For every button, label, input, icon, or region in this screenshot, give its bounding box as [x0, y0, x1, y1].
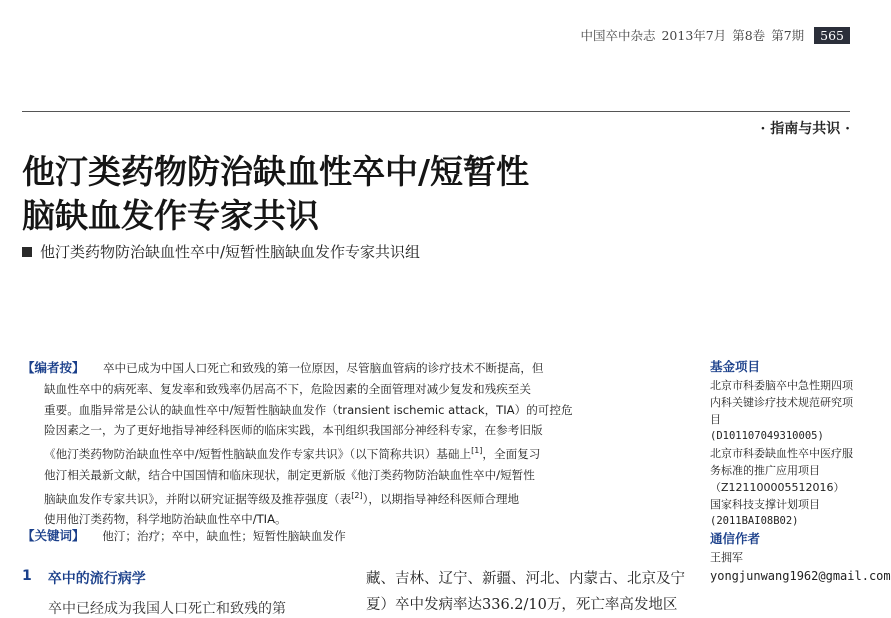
fund-item: 北京市科委脑卒中急性期四项内科关键诊疗技术规范研究项目 [710, 379, 853, 426]
fund-label: 基金项目 [710, 359, 761, 374]
journal-issue: 第7期 [771, 28, 805, 43]
abstract-line-6: 他汀相关最新文献，结合中国国情和临床现状，制定更新版《他汀类药物防治缺血性卒中/短暂性 [44, 467, 535, 482]
section-body-partial: 卒中已经成为我国人口死亡和致残的第 [48, 601, 286, 617]
title-line-2: 脑缺血发作专家共识 [22, 196, 319, 235]
fund-item: (D101107049310005) [710, 430, 824, 442]
body-column-2 [366, 566, 696, 618]
fund-item: 国家科技支撑计划项目 [710, 498, 820, 511]
abstract-line-5: 《他汀类药物防治缺血性卒中/短暂性脑缺血发作专家共识》（以下简称共识）基础上[1]，全面复习 [44, 446, 541, 462]
section-heading [22, 568, 342, 588]
abstract-line-3: 重要。血脂异常是公认的缺血性卒中/短暂性脑缺血发作（transient ischemic attack，TIA）的可控危 [44, 402, 573, 417]
abstract-line-1: 【编者按】 卒中已成为中国人口死亡和致残的第一位原因，尽管脑血管病的诊疗技术不断提高，但 [22, 360, 544, 375]
fund-item: 北京市科委缺血性卒中医疗服务标准的推广应用项目（Z121100005512016） [710, 447, 853, 494]
correspondence-email[interactable]: yongjunwang1962@gmail.com [710, 569, 891, 583]
section-number: 1 [22, 568, 32, 584]
author-line [22, 241, 420, 262]
title-line-1: 他汀类药物防治缺血性卒中/短暂性 [22, 152, 530, 191]
section-title: 卒中的流行病学 [47, 571, 146, 587]
abstract-line-7: 脑缺血发作专家共识》，并附以研究证据等级及推荐强度（表[2]），以期指导神经科医师合理地 [44, 490, 520, 506]
author-group: 他汀类药物防治缺血性卒中/短暂性脑缺血发作专家共识组 [40, 243, 421, 261]
article-title [22, 150, 662, 238]
journal-name: 中国卒中杂志 [580, 28, 656, 43]
keywords [22, 526, 346, 544]
square-bullet-icon [22, 247, 32, 257]
correspondence-name: 王拥军 [710, 551, 743, 564]
column2-line-2: 夏）卒中发病率达336.2/10万，死亡率高发地区 [366, 597, 678, 613]
header-rule [22, 111, 850, 112]
keywords-label: 【关键词】 [22, 528, 85, 543]
abstract-line-8: 使用他汀类药物，科学地防治缺血性卒中/TIA。 [44, 512, 287, 527]
abstract-line-2: 缺血性卒中的病死率、复发率和致残率仍居高不下，危险因素的全面管理对减少复发和残疾至关 [44, 381, 531, 396]
abstract-line-4: 险因素之一，为了更好地指导神经科医师的临床实践，本刊组织我国部分神经科专家，在参考旧版 [44, 423, 543, 438]
journal-volume: 第8卷 [732, 28, 766, 43]
article-sidebar [710, 358, 891, 586]
journal-header [580, 26, 850, 44]
ref-2[interactable]: [2] [351, 490, 363, 500]
section-tag: · 指南与共识 · [760, 121, 850, 137]
editor-note-label: 【编者按】 [22, 360, 85, 375]
keywords-text: 他汀；治疗；卒中，缺血性；短暂性脑缺血发作 [102, 529, 346, 543]
body-column-1 [22, 568, 342, 617]
editor-note [22, 358, 594, 530]
column2-line-1: 藏、吉林、辽宁、新疆、河北、内蒙古、北京及宁 [366, 571, 685, 587]
journal-date: 2013年7月 [661, 28, 727, 43]
fund-item: (2011BAI08B02) [710, 515, 799, 527]
page-number: 565 [814, 27, 850, 44]
ref-1[interactable]: [1] [471, 446, 483, 456]
correspondence-label: 通信作者 [710, 531, 761, 546]
